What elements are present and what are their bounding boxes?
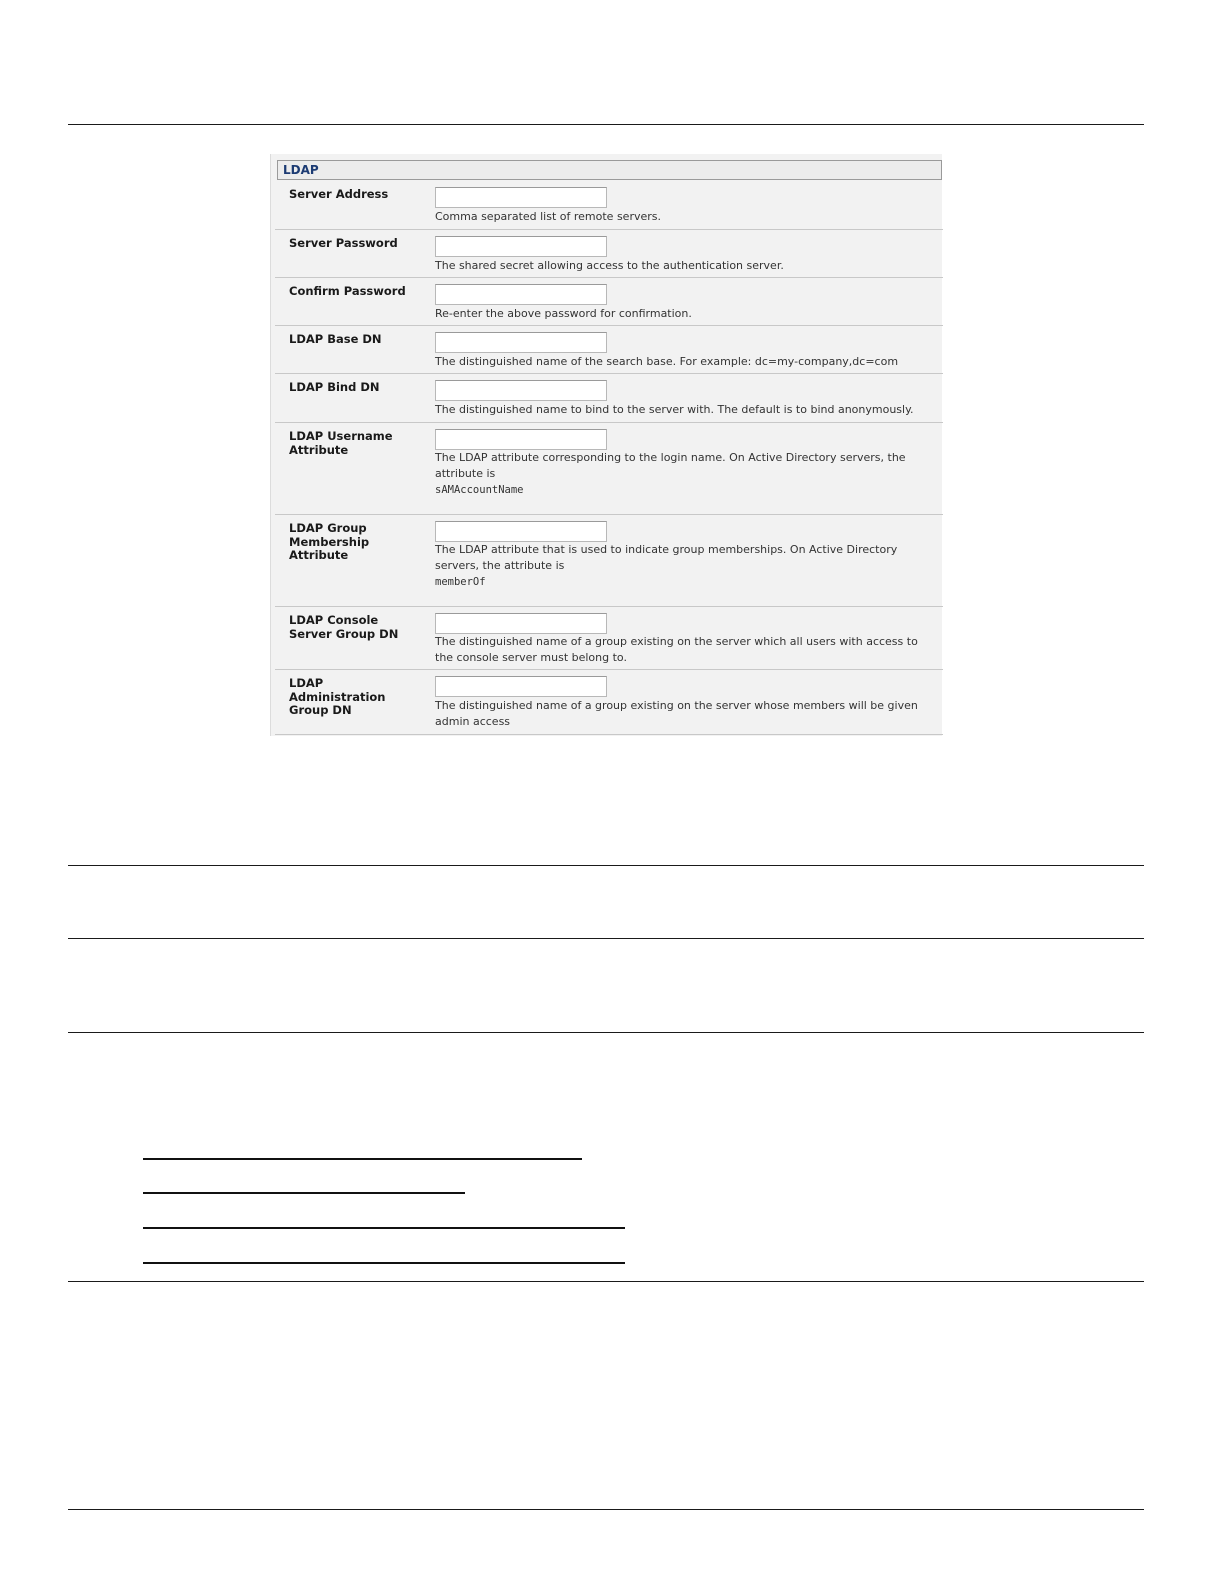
group-membership-attribute-input[interactable] bbox=[435, 521, 607, 542]
field-help-group-membership-attribute bbox=[435, 542, 935, 590]
field-help-server-address: Comma separated list of remote servers. bbox=[435, 210, 661, 223]
help-text-group-membership-attribute: The LDAP attribute that is used to indicate group memberships. On Active Directory servers, the attribute is bbox=[435, 543, 898, 572]
field-help-base-dn: The distinguished name of the search base. For example: dc=my-company,dc=com bbox=[435, 355, 899, 368]
form-row-bind-dn bbox=[275, 374, 943, 423]
form-row-server-password bbox=[275, 230, 943, 278]
field-label-server-password: Server Password bbox=[289, 236, 398, 250]
administration-group-dn-input[interactable] bbox=[435, 676, 607, 697]
field-label-bind-dn: LDAP Bind DN bbox=[289, 380, 380, 394]
form-row-group-membership-attribute bbox=[275, 515, 943, 607]
field-label-console-server-group-dn: LDAP Console Server Group DN bbox=[289, 613, 399, 641]
form-row-username-attribute bbox=[275, 423, 943, 515]
page-divider-1 bbox=[68, 865, 1144, 866]
form-row-administration-group-dn bbox=[275, 670, 943, 735]
console-server-group-dn-input[interactable] bbox=[435, 613, 607, 634]
field-label-base-dn: LDAP Base DN bbox=[289, 332, 382, 346]
underline-4 bbox=[143, 1262, 625, 1264]
field-help-console-server-group-dn: The distinguished name of a group existing on the server which all users with access to the console server must belong to. bbox=[435, 635, 918, 664]
field-help-server-password: The shared secret allowing access to the authentication server. bbox=[435, 259, 784, 272]
confirm-password-input[interactable] bbox=[435, 284, 607, 305]
form-row-server-address bbox=[275, 181, 943, 230]
field-label-confirm-password: Confirm Password bbox=[289, 284, 406, 298]
field-help-username-attribute bbox=[435, 450, 935, 498]
page-divider-4 bbox=[68, 1281, 1144, 1282]
form-row-base-dn bbox=[275, 326, 943, 374]
field-help-bind-dn: The distinguished name to bind to the server with. The default is to bind anonymously. bbox=[435, 403, 914, 416]
page-divider-2 bbox=[68, 938, 1144, 939]
field-label-username-attribute: LDAP Username Attribute bbox=[289, 429, 393, 457]
panel-header-ldap: LDAP bbox=[277, 160, 942, 180]
underline-2 bbox=[143, 1192, 465, 1194]
server-address-input[interactable] bbox=[435, 187, 607, 208]
ldap-form-screenshot bbox=[270, 154, 942, 736]
underline-1 bbox=[143, 1158, 582, 1160]
page-divider-3 bbox=[68, 1032, 1144, 1033]
field-label-administration-group-dn: LDAP Administration Group DN bbox=[289, 676, 386, 717]
underline-3 bbox=[143, 1227, 625, 1229]
field-label-server-address: Server Address bbox=[289, 187, 389, 201]
base-dn-input[interactable] bbox=[435, 332, 607, 353]
field-label-group-membership-attribute: LDAP Group Membership Attribute bbox=[289, 521, 370, 562]
field-help-confirm-password: Re-enter the above password for confirmation. bbox=[435, 307, 692, 320]
field-help-administration-group-dn: The distinguished name of a group existing on the server whose members will be given admin access bbox=[435, 699, 918, 728]
form-row-console-server-group-dn bbox=[275, 607, 943, 670]
bind-dn-input[interactable] bbox=[435, 380, 607, 401]
server-password-input[interactable] bbox=[435, 236, 607, 257]
username-attribute-input[interactable] bbox=[435, 429, 607, 450]
example-value-samaccountname: sAMAccountName bbox=[435, 484, 524, 496]
help-text-username-attribute: The LDAP attribute corresponding to the login name. On Active Directory servers, the attribute is bbox=[435, 451, 906, 480]
page-divider-bottom bbox=[68, 1509, 1144, 1510]
form-row-confirm-password bbox=[275, 278, 943, 326]
page-divider-top bbox=[68, 124, 1144, 125]
example-value-memberof: memberOf bbox=[435, 576, 486, 588]
